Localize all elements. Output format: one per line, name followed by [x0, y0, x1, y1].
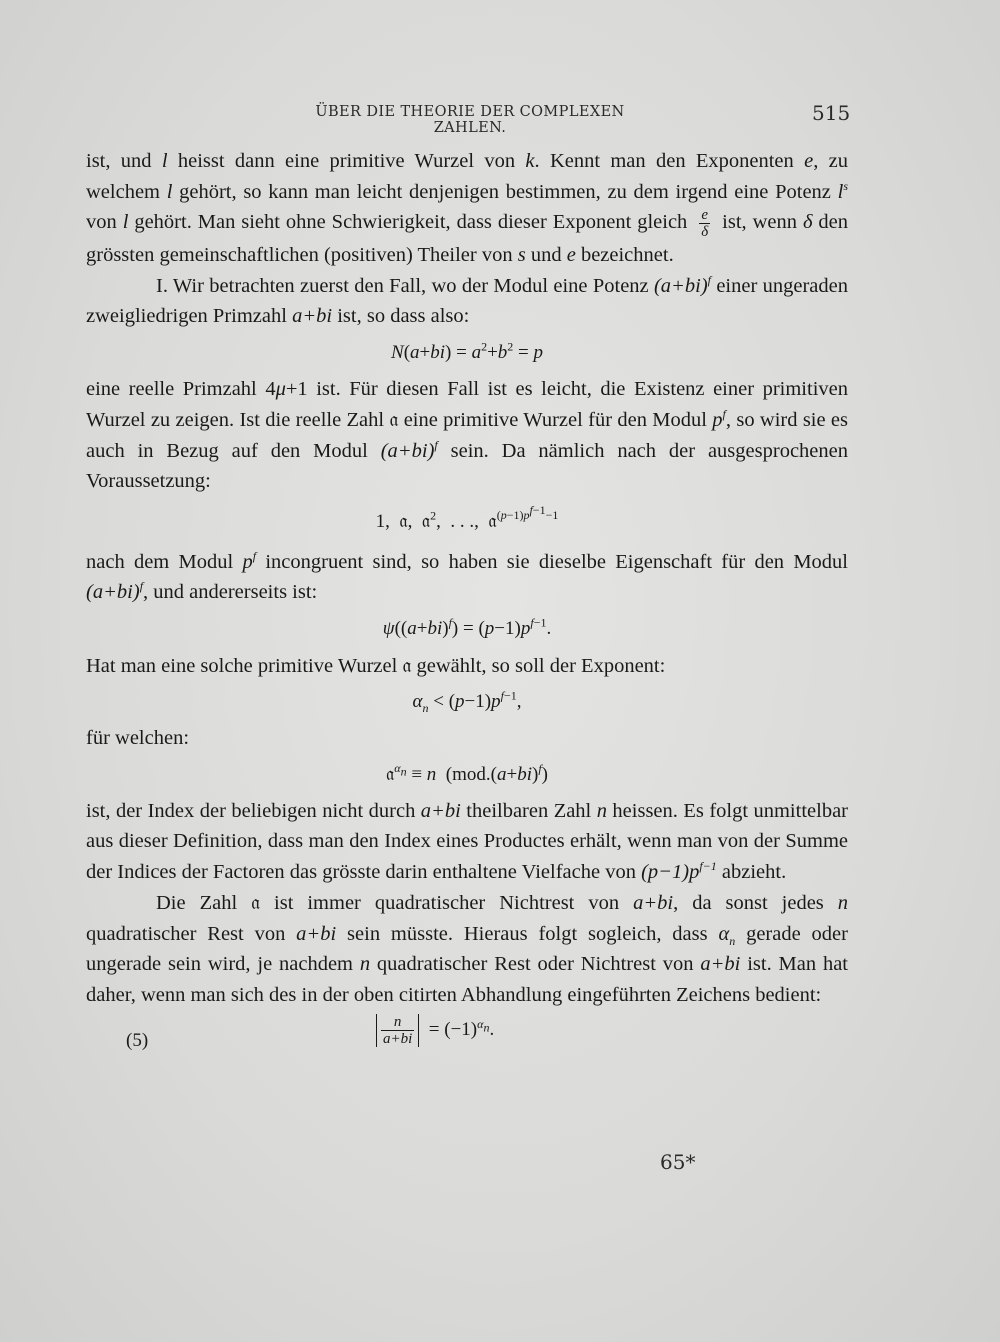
- text-run: eine primitive Wurzel für den Modul: [398, 409, 713, 431]
- text-run: quadratischer Rest oder Nichtrest von: [370, 953, 701, 975]
- bracket-numerator: n: [393, 1014, 402, 1030]
- paragraph-7: ist, der Index der beliebigen nicht durch a+bi theilbaren Zahl n heissen. Es folgt unmittelbar aus dieser Definition, dass man den Index eines Productes erhält, wenn man von der Summe der Indices der Factoren das grösste darin enthaltene Vielfache von $(p-1)p^{f-1}$ abzieht.: [86, 799, 848, 883]
- text-run: gehört, so kann man leicht denjenigen bestimmen, zu dem irgend eine Potenz: [172, 180, 838, 203]
- paragraph-1: ist, und l heisst dann eine primitive Wurzel von k. Kennt man den Exponenten e, zu welchem l gehört, so kann man leicht denjenigen bestimmen, zu dem irgend eine Potenz $l^s$ von l gehört. Man sieht ohne Schwierigkeit, dass dieser Exponent gleich $\frac{e}{\delta}$ ist, wenn δ den grössten gemeinschaftlichen (positiven) Theiler von s und e bezeichnet.: [86, 150, 848, 266]
- text-run: ist immer quadratischer Nichtrest von: [260, 892, 634, 914]
- text-run: , da sonst jedes: [673, 892, 838, 914]
- text-run: , und andererseits ist:: [143, 581, 318, 603]
- equation-5-formula: $\frac{n}{a+bi}$ = $(-1)^{\alpha_n}$.: [376, 1014, 494, 1047]
- paragraph-4: nach dem Modul $p^f$ incongruent sind, so haben sie dieselbe Eigenschaft für den Modul $(a+bi)^f$, und andererseits ist:: [86, 548, 848, 603]
- page-body: [86, 146, 848, 1068]
- equation-psi: $\psi((a+bi)^f) = (p-1)p^{f-1}$.: [382, 615, 552, 639]
- equation-exponent: $\alpha_n < (p-1)p^{f-1}$,: [412, 688, 522, 715]
- text-run: ist, und: [86, 150, 162, 172]
- text-run: ist, so dass also:: [332, 305, 470, 327]
- equation-5: [86, 1014, 848, 1068]
- text-run: , so wird sie es auch in Bezug auf den Modul: [86, 409, 849, 462]
- text-run: theilbaren Zahl: [460, 799, 597, 822]
- text-run: den grössten gemeinschaftlichen (positiven) Theiler von: [86, 211, 848, 266]
- legendre-bracket: [376, 1014, 419, 1047]
- text-run: Hat man eine solche primitive Wurzel: [86, 654, 403, 677]
- equation-powers: 1, 𝔞, 𝔞$^2$, . . ., 𝔞$^{(p-1)p^{f-1}-1}$: [375, 503, 559, 532]
- equation-number: (5): [126, 1030, 149, 1051]
- text-run: ist. Für diesen Fall ist es leicht, die Existenz einer primitiven Wurzel zu zeigen. Ist die reelle Zahl: [86, 377, 848, 431]
- bracket-denominator: a+bi: [383, 1031, 413, 1047]
- text-run: quadratischer Rest von: [86, 922, 297, 945]
- paragraph-8: Die Zahl 𝔞 ist immer quadratischer Nichtrest von a+bi, da sonst jedes n quadratischer Rest von a+bi sein müsste. Hieraus folgt sogleich, dass $\alpha_n$ gerade oder ungerade sein wird, je nachdem n quadratischer Rest oder Nichtrest von a+bi ist. Man hat daher, wenn man sich des in der oben citirten Abhandlung eingeführten Zeichens bedient:: [86, 890, 848, 1006]
- text-run: , zu welchem: [86, 150, 848, 203]
- text-run: eine reelle Primzahl: [86, 377, 266, 400]
- text-run: ist, der Index der beliebigen nicht durch: [86, 799, 421, 822]
- text-run: . Kennt man den Exponenten: [534, 150, 805, 172]
- fraction-e-over-delta: $\frac{e}{\delta}$: [701, 207, 709, 240]
- signature-mark: 65*: [660, 1150, 696, 1174]
- text-run: sein. Da nämlich nach der ausgesprochenen Voraussetzung:: [86, 439, 848, 492]
- text-run: heissen. Es folgt unmittelbar aus dieser Definition, dass man den Index eines Productes erhält, wenn man von der Summe der Indices der Factoren das grösste darin enthaltene Vielfache von: [86, 799, 848, 883]
- text-run: gewählt, so soll der Exponent:: [411, 654, 666, 677]
- text-run: abzieht.: [716, 860, 787, 883]
- equation-norm: $N(a+bi) = a^2+b^2 = p$: [391, 339, 543, 363]
- text-run: I. Wir betrachten zuerst den Fall, wo der Modul eine Potenz: [156, 274, 654, 297]
- equation-congruence: 𝔞$^{\alpha_n}$ ≡ n $(mod.(a+bi)^f)$: [386, 761, 548, 785]
- text-run: incongruent sind, so haben sie dieselbe Eigenschaft für den Modul: [256, 550, 848, 573]
- paragraph-2: I. Wir betrachten zuerst den Fall, wo der Modul eine Potenz $(a+bi)^f$ einer ungeraden zweigliedrigen Primzahl a+bi ist, so dass also:: [86, 272, 848, 327]
- text-run: nach dem Modul: [86, 550, 243, 573]
- paragraph-5: Hat man eine solche primitive Wurzel 𝔞 gewählt, so soll der Exponent:: [86, 652, 666, 677]
- text-run: gehört. Man sieht ohne Schwierigkeit, dass dieser Exponent gleich: [128, 211, 694, 234]
- text-run: bezeichnet.: [575, 244, 674, 266]
- text-run: von: [86, 211, 123, 234]
- running-header: ÜBER DIE THEORIE DER COMPLEXEN ZAHLEN.: [315, 104, 625, 136]
- text-run: einer ungeraden zweigliedrigen Primzahl: [86, 274, 848, 327]
- paragraph-6: für welchen:: [86, 727, 190, 749]
- text-run: sein müsste. Hieraus folgt sogleich, dass: [336, 922, 719, 945]
- text-run: heisst dann eine primitive Wurzel von: [167, 150, 526, 172]
- paragraph-3: eine reelle Primzahl 4μ+1 ist. Für diesen Fall ist es leicht, die Existenz einer primitiven Wurzel zu zeigen. Ist die reelle Zahl 𝔞 eine primitive Wurzel für den Modul $p^f$, so wird sie es auch in Bezug auf den Modul $(a+bi)^f$ sein. Da nämlich nach der ausgesprochenen Voraussetzung:: [86, 377, 849, 492]
- page-number: 515: [812, 101, 851, 125]
- text-run: Die Zahl: [156, 892, 252, 914]
- text-run: gerade oder ungerade sein wird, je nachdem: [86, 922, 848, 975]
- text-run: ist. Man hat daher, wenn man sich des in der oben citirten Abhandlung eingeführten Zeichens bedient:: [86, 953, 848, 1006]
- text-run: und: [525, 244, 567, 266]
- text-run: ist, wenn: [716, 211, 803, 234]
